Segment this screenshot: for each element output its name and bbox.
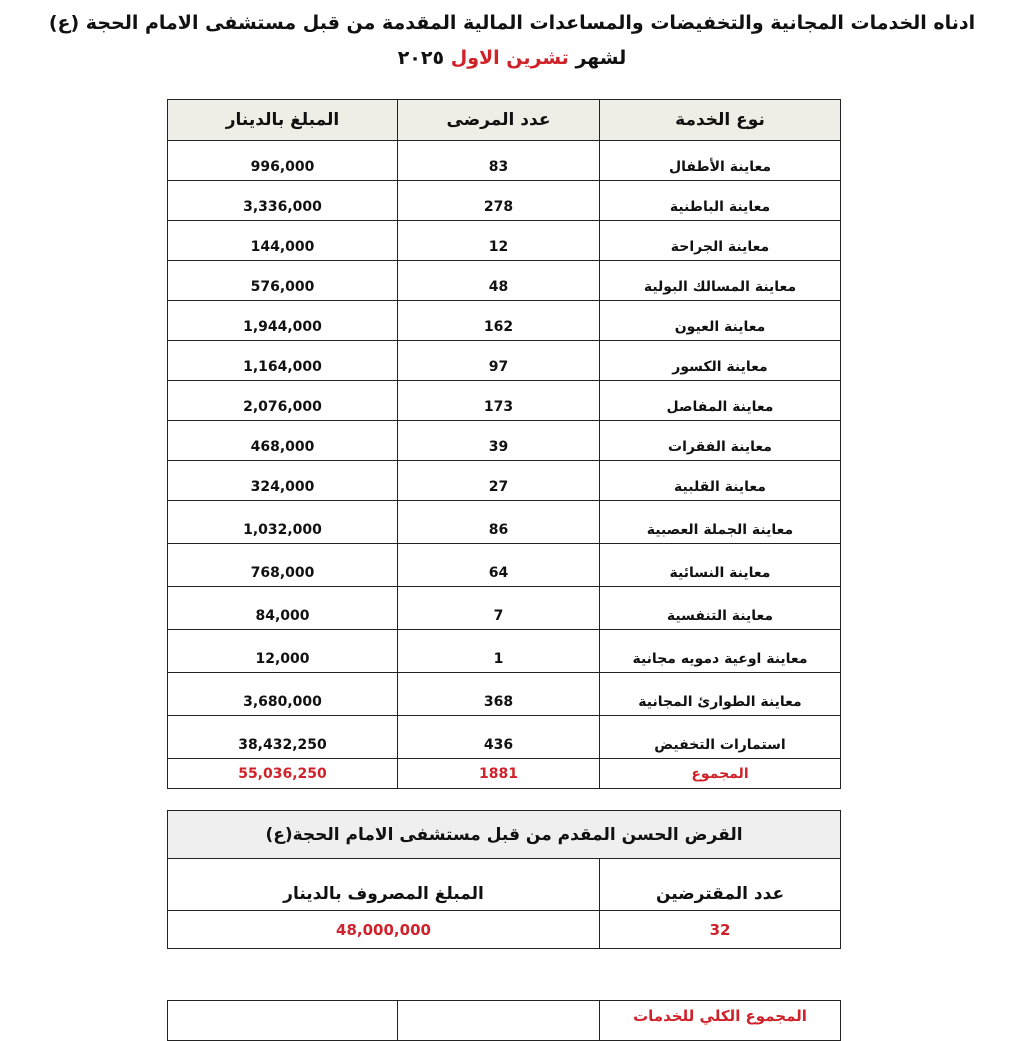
patients-cell: 278: [398, 181, 600, 221]
table-row: [168, 461, 841, 501]
loan-table-title: القرض الحسن المقدم من قبل مستشفى الامام الحجة(ع): [168, 811, 841, 859]
service-cell: معاينة المفاصل: [600, 381, 841, 421]
patients-cell: 436: [398, 716, 600, 759]
amount-cell: 1,944,000: [168, 301, 398, 341]
amount-cell: 12,000: [168, 630, 398, 673]
table-row: [168, 381, 841, 421]
patients-cell: 83: [398, 141, 600, 181]
service-cell: معاينة النسائية: [600, 544, 841, 587]
service-cell: معاينة الجراحة: [600, 221, 841, 261]
table-row: [168, 341, 841, 381]
loan-table: [167, 810, 841, 949]
table-row: [168, 221, 841, 261]
grand-total-label: المجموع الكلي للخدمات: [600, 1001, 841, 1041]
amount-cell: 2,076,000: [168, 381, 398, 421]
services-body: [168, 141, 841, 789]
patients-cell: 173: [398, 381, 600, 421]
service-cell: معاينة الطوارئ المجانية: [600, 673, 841, 716]
services-header-row: [168, 100, 841, 141]
patients-cell: 368: [398, 673, 600, 716]
amount-cell: 3,336,000: [168, 181, 398, 221]
loan-column-amount: المبلغ المصروف بالدينار: [168, 859, 600, 911]
amount-cell: 576,000: [168, 261, 398, 301]
patients-cell: 1: [398, 630, 600, 673]
table-row: [168, 501, 841, 544]
patients-cell: 12: [398, 221, 600, 261]
patients-cell: 97: [398, 341, 600, 381]
service-cell: معاينة اوعية دمويه مجانية: [600, 630, 841, 673]
total-amount: 55,036,250: [168, 759, 398, 789]
column-header-service: نوع الخدمة: [600, 100, 841, 141]
table-row: [168, 261, 841, 301]
total-row: [168, 759, 841, 789]
amount-cell: 1,164,000: [168, 341, 398, 381]
loan-amount-value: 48,000,000: [168, 911, 600, 949]
patients-cell: 162: [398, 301, 600, 341]
table-row: [168, 587, 841, 630]
column-header-patients: عدد المرضى: [398, 100, 600, 141]
amount-cell: 144,000: [168, 221, 398, 261]
subtitle-prefix: لشهر: [575, 47, 627, 69]
service-cell: معاينة الجملة العصبية: [600, 501, 841, 544]
amount-cell: 468,000: [168, 421, 398, 461]
table-row: [168, 544, 841, 587]
services-table: [167, 99, 841, 789]
patients-cell: 7: [398, 587, 600, 630]
subtitle-year: ٢٠٢٥: [397, 47, 445, 69]
patients-cell: 48: [398, 261, 600, 301]
service-cell: معاينة الكسور: [600, 341, 841, 381]
table-row: [168, 141, 841, 181]
table-row: [168, 181, 841, 221]
amount-cell: 38,432,250: [168, 716, 398, 759]
amount-cell: 768,000: [168, 544, 398, 587]
service-cell: معاينة الفقرات: [600, 421, 841, 461]
grand-total-patients: [398, 1001, 600, 1041]
service-cell: معاينة القلبية: [600, 461, 841, 501]
patients-cell: 39: [398, 421, 600, 461]
table-row: [168, 630, 841, 673]
column-header-amount: المبلغ بالدينار: [168, 100, 398, 141]
grand-total-table: [167, 1000, 841, 1041]
page-title: ادناه الخدمات المجانية والتخفيضات والمساعدات المالية المقدمة من قبل مستشفى الامام الحجة (ع): [48, 12, 976, 34]
patients-cell: 86: [398, 501, 600, 544]
service-cell: معاينة الباطنية: [600, 181, 841, 221]
service-cell: معاينة المسالك البولية: [600, 261, 841, 301]
patients-cell: 27: [398, 461, 600, 501]
page-subtitle: [0, 44, 1024, 72]
amount-cell: 1,032,000: [168, 501, 398, 544]
amount-cell: 996,000: [168, 141, 398, 181]
patients-cell: 64: [398, 544, 600, 587]
table-row: [168, 716, 841, 759]
amount-cell: 84,000: [168, 587, 398, 630]
total-label: المجموع: [600, 759, 841, 789]
service-cell: معاينة العيون: [600, 301, 841, 341]
amount-cell: 3,680,000: [168, 673, 398, 716]
service-cell: معاينة التنفسية: [600, 587, 841, 630]
amount-cell: 324,000: [168, 461, 398, 501]
service-cell: معاينة الأطفال: [600, 141, 841, 181]
total-patients: 1881: [398, 759, 600, 789]
table-row: [168, 301, 841, 341]
service-cell: استمارات التخفيض: [600, 716, 841, 759]
table-row: [168, 673, 841, 716]
table-row: [168, 421, 841, 461]
loan-column-borrowers: عدد المقترضين: [600, 859, 841, 911]
subtitle-month: تشرين الاول: [450, 47, 569, 69]
grand-total-amount: [168, 1001, 398, 1041]
loan-borrowers-value: 32: [600, 911, 841, 949]
